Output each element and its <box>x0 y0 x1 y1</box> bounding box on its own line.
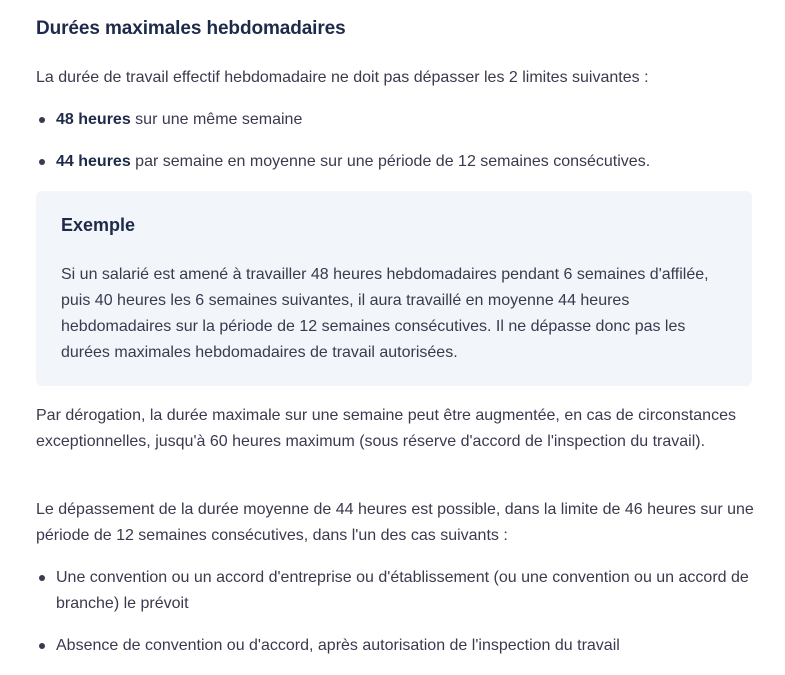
example-callout <box>36 191 752 386</box>
example-text: Si un salarié est amené à travailler 48 heures hebdomadaires pendant 6 semaines d'affilée, puis 40 heures les 6 semaines suivantes, il aura travaillé en moyenne 44 heures hebdomadaires sur la période de 12 semaines consécutives. Il ne dépasse donc pas les durées maximales hebdomadaires de travail autorisées. <box>61 266 709 361</box>
limit-value: 48 heures <box>56 111 131 128</box>
list-item: Absence de convention ou d'accord, après autorisation de l'inspection du travail <box>36 633 752 659</box>
example-title: Exemple <box>61 215 136 235</box>
list-item <box>36 149 752 175</box>
limit-description: sur une même semaine <box>130 111 303 128</box>
limits-list <box>36 107 752 191</box>
derogation-paragraph: Par dérogation, la durée maximale sur une semaine peut être augmentée, en cas de circonstances exceptionnelles, jusqu'à 60 heures maximum (sous réserve d'accord de l'inspection du travail). <box>36 407 736 450</box>
list-item: Une convention ou un accord d'entreprise ou d'établissement (ou une convention ou un accord de branche) le prévoit <box>36 565 752 617</box>
limit-description: par semaine en moyenne sur une période de 12 semaines consécutives. <box>130 153 651 170</box>
section-title: Durées maximales hebdomadaires <box>36 18 346 39</box>
list-item <box>36 107 752 133</box>
cases-list <box>36 565 752 675</box>
limit-value: 44 heures <box>56 153 131 170</box>
intro-paragraph: La durée de travail effectif hebdomadaire ne doit pas dépasser les 2 limites suivantes : <box>36 69 649 86</box>
depassement-paragraph: Le dépassement de la durée moyenne de 44 heures est possible, dans la limite de 46 heures sur une période de 12 semaines consécutives, dans l'un des cas suivants : <box>36 501 754 544</box>
